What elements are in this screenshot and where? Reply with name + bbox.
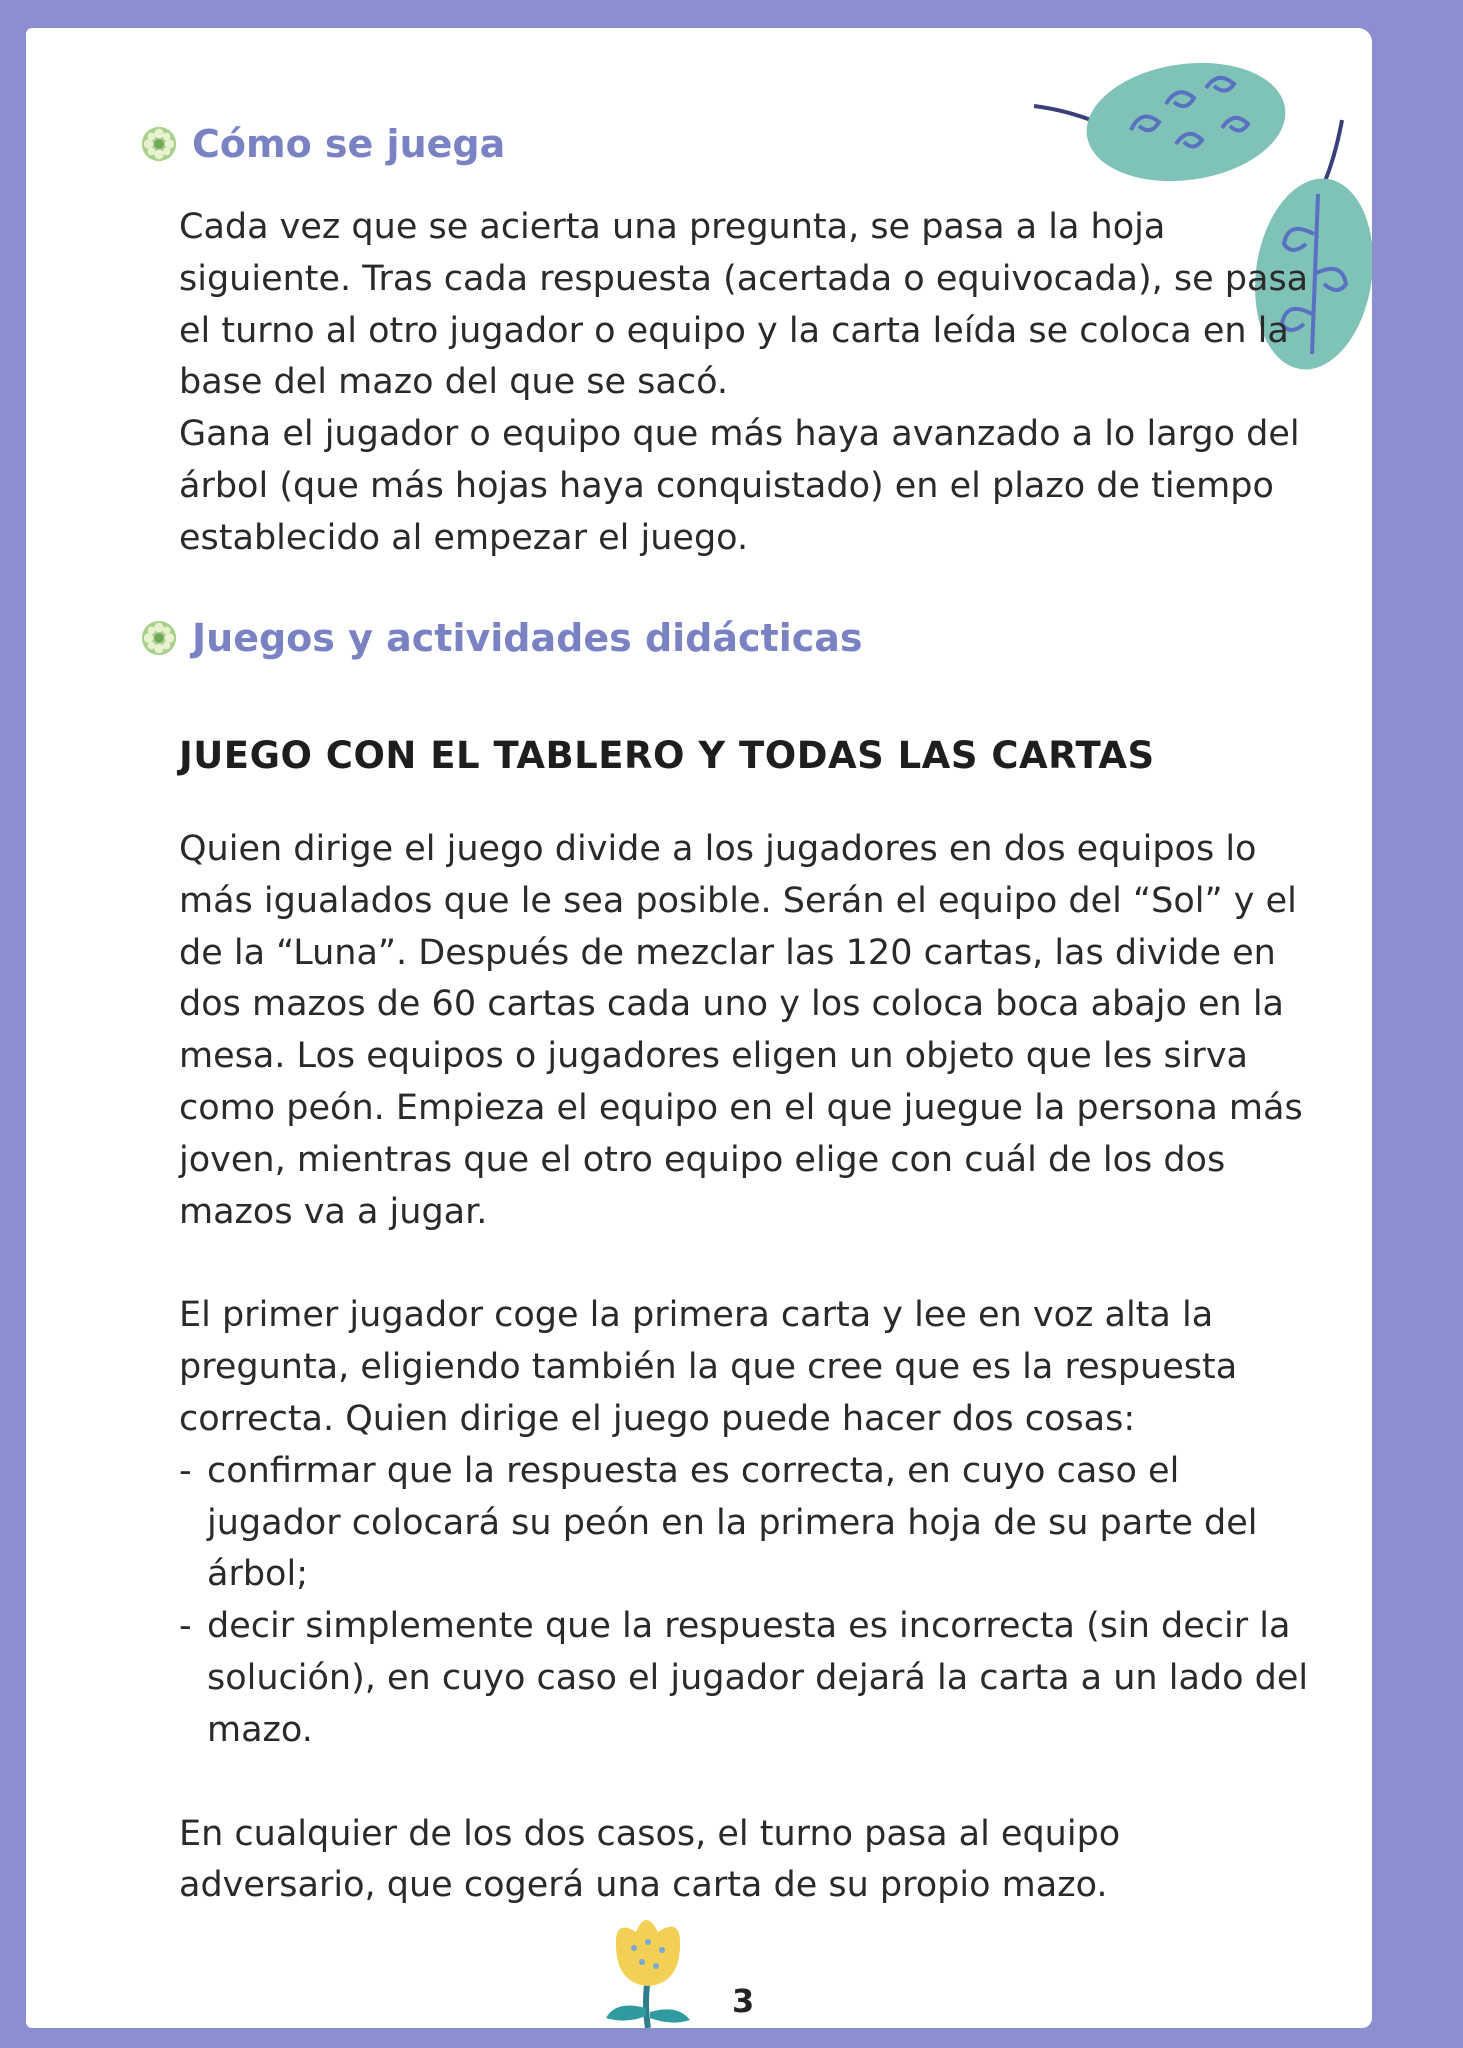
paragraph: Gana el jugador o equipo que más haya avanzado a lo largo del árbol (que más hojas haya conquistado) en el plazo de tiempo establecido al empezar el juego.	[179, 414, 1300, 558]
juegos-body	[179, 824, 1309, 1912]
section-heading-text: Juegos y actividades didácticas	[192, 616, 863, 660]
list-dash: -	[179, 1606, 192, 1647]
list-item	[179, 1446, 1309, 1601]
game-title: JUEGO CON EL TABLERO Y TODAS LAS CARTAS	[179, 734, 1155, 777]
list-item-text: decir simplemente que la respuesta es incorrecta (sin decir la solución), en cuyo caso el jugador dejará la carta a un lado del mazo.	[207, 1606, 1309, 1750]
section-heading-como-se-juega	[140, 122, 505, 166]
paragraph: Cada vez que se acierta una pregunta, se pasa a la hoja siguiente. Tras cada respuesta (acertada o equivocada), se pasa el turno al otro jugador o equipo y la carta leída se coloca en la base del mazo del que se sacó.	[179, 207, 1309, 403]
list-item	[179, 1601, 1309, 1756]
section-heading-juegos	[140, 616, 863, 660]
como-se-juega-body	[179, 202, 1309, 565]
list-dash: -	[179, 1450, 192, 1491]
flower-bullet-icon	[140, 125, 178, 163]
flower-bullet-icon	[140, 619, 178, 657]
document-page	[26, 28, 1372, 2028]
list-item-text: confirmar que la respuesta es correcta, en cuyo caso el jugador colocará su peón en la primera hoja de su parte del árbol;	[207, 1450, 1258, 1595]
paragraph: Quien dirige el juego divide a los jugadores en dos equipos lo más igualados que le sea posible. Serán el equipo del “Sol” y el de la “Luna”. Después de mezclar las 120 cartas, las divide en dos mazos de 60 cartas cada uno y los coloca boca abajo en la mesa. Los equipos o jugadores eligen un objeto que les sirva como peón. Empieza el equipo en el que juegue la persona más joven, mientras que el otro equipo elige con cuál de los dos mazos va a jugar.	[179, 829, 1303, 1232]
section-heading-text: Cómo se juega	[192, 122, 506, 166]
page-number: 3	[732, 1982, 755, 2020]
flower-icon	[586, 1908, 716, 2028]
paragraph: En cualquier de los dos casos, el turno pasa al equipo adversario, que cogerá una carta de su propio mazo.	[179, 1813, 1121, 1906]
paragraph: El primer jugador coge la primera carta y lee en voz alta la pregunta, eligiendo también la que cree que es la respuesta correcta. Quien dirige el juego puede hacer dos cosas:	[179, 1295, 1238, 1439]
